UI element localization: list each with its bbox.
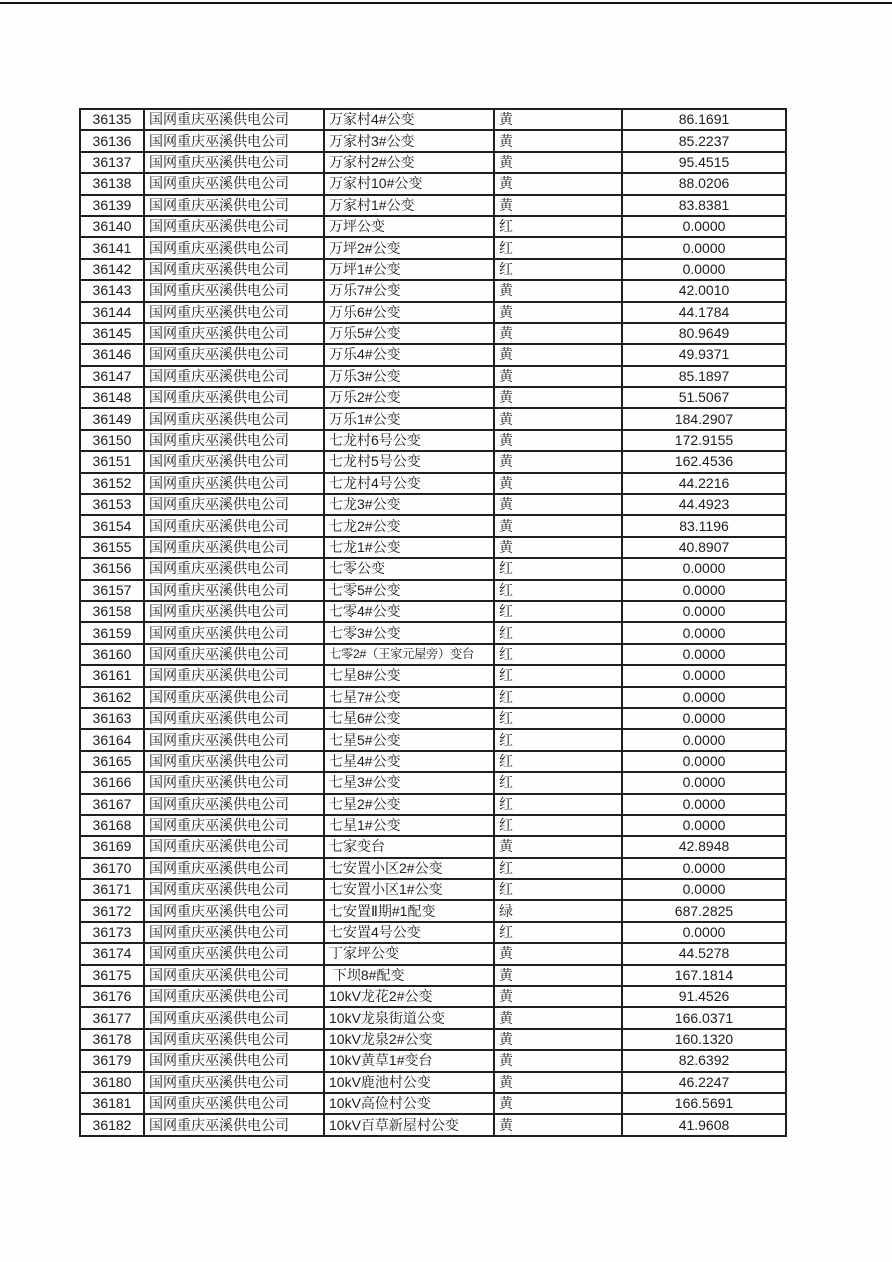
cell-station: 10kV鹿池村公变 [324,1072,494,1093]
cell-status: 红 [494,601,622,622]
cell-value: 83.8381 [622,195,786,216]
table-row [80,836,786,857]
cell-value: 44.2216 [622,473,786,494]
cell-company: 国网重庆巫溪供电公司 [144,1029,324,1050]
table-row [80,558,786,579]
cell-status: 红 [494,708,622,729]
cell-station: 万乐6#公变 [324,302,494,323]
cell-company: 国网重庆巫溪供电公司 [144,558,324,579]
cell-value: 88.0206 [622,173,786,194]
cell-status: 黄 [494,473,622,494]
cell-station: 10kV黄草1#变台 [324,1050,494,1071]
cell-id: 36167 [80,794,144,815]
cell-company: 国网重庆巫溪供电公司 [144,387,324,408]
cell-station: 七零公变 [324,558,494,579]
cell-value: 0.0000 [622,858,786,879]
cell-value: 42.8948 [622,836,786,857]
cell-id: 36161 [80,665,144,686]
cell-id: 36169 [80,836,144,857]
table-row [80,858,786,879]
cell-id: 36137 [80,152,144,173]
cell-id: 36174 [80,943,144,964]
cell-station: 10kV百草新屋村公变 [324,1114,494,1135]
cell-station: 万乐1#公变 [324,408,494,429]
cell-id: 36168 [80,815,144,836]
table-row [80,922,786,943]
cell-value: 85.1897 [622,366,786,387]
cell-status: 红 [494,259,622,280]
cell-status: 黄 [494,387,622,408]
cell-id: 36150 [80,430,144,451]
cell-station: 万坪2#公变 [324,237,494,258]
cell-company: 国网重庆巫溪供电公司 [144,1050,324,1071]
table-row [80,1007,786,1028]
cell-status: 红 [494,879,622,900]
cell-status: 红 [494,858,622,879]
cell-value: 167.1814 [622,965,786,986]
cell-station: 万家村10#公变 [324,173,494,194]
cell-company: 国网重庆巫溪供电公司 [144,644,324,665]
cell-company: 国网重庆巫溪供电公司 [144,366,324,387]
cell-value: 0.0000 [622,772,786,793]
table-row [80,323,786,344]
cell-company: 国网重庆巫溪供电公司 [144,259,324,280]
table-row [80,794,786,815]
cell-value: 95.4515 [622,152,786,173]
cell-company: 国网重庆巫溪供电公司 [144,537,324,558]
cell-value: 0.0000 [622,879,786,900]
cell-station: 万家村4#公变 [324,109,494,130]
table-row [80,1050,786,1071]
cell-value: 44.5278 [622,943,786,964]
cell-company: 国网重庆巫溪供电公司 [144,879,324,900]
cell-id: 36144 [80,302,144,323]
cell-value: 82.6392 [622,1050,786,1071]
cell-value: 162.4536 [622,451,786,472]
cell-status: 黄 [494,408,622,429]
cell-company: 国网重庆巫溪供电公司 [144,622,324,643]
cell-id: 36172 [80,900,144,921]
cell-value: 46.2247 [622,1072,786,1093]
cell-status: 黄 [494,943,622,964]
table-row [80,943,786,964]
cell-station: 万乐4#公变 [324,344,494,365]
cell-status: 红 [494,558,622,579]
cell-company: 国网重庆巫溪供电公司 [144,430,324,451]
cell-value: 0.0000 [622,922,786,943]
cell-status: 红 [494,622,622,643]
cell-station: 七安置小区1#公变 [324,879,494,900]
table-row [80,687,786,708]
table-row [80,130,786,151]
cell-status: 红 [494,751,622,772]
table-row [80,494,786,515]
table-row [80,387,786,408]
table-row [80,644,786,665]
cell-company: 国网重庆巫溪供电公司 [144,772,324,793]
cell-company: 国网重庆巫溪供电公司 [144,1072,324,1093]
table-row [80,665,786,686]
cell-status: 黄 [494,965,622,986]
cell-value: 160.1320 [622,1029,786,1050]
cell-company: 国网重庆巫溪供电公司 [144,494,324,515]
cell-status: 黄 [494,836,622,857]
cell-company: 国网重庆巫溪供电公司 [144,815,324,836]
cell-status: 黄 [494,366,622,387]
cell-id: 36158 [80,601,144,622]
cell-value: 0.0000 [622,622,786,643]
cell-station: 七星7#公变 [324,687,494,708]
cell-station: 万乐3#公变 [324,366,494,387]
cell-station: 七龙村5号公变 [324,451,494,472]
cell-id: 36182 [80,1114,144,1135]
cell-status: 红 [494,644,622,665]
table-row [80,986,786,1007]
cell-value: 44.1784 [622,302,786,323]
cell-id: 36159 [80,622,144,643]
table-row [80,580,786,601]
cell-id: 36141 [80,237,144,258]
cell-value: 91.4526 [622,986,786,1007]
cell-station: 万家村1#公变 [324,195,494,216]
cell-id: 36180 [80,1072,144,1093]
cell-company: 国网重庆巫溪供电公司 [144,195,324,216]
cell-status: 红 [494,237,622,258]
cell-company: 国网重庆巫溪供电公司 [144,302,324,323]
cell-station: 七星8#公变 [324,665,494,686]
cell-id: 36145 [80,323,144,344]
cell-station: 七星2#公变 [324,794,494,815]
cell-id: 36175 [80,965,144,986]
cell-station: 七星5#公变 [324,729,494,750]
cell-station: 七星3#公变 [324,772,494,793]
cell-value: 44.4923 [622,494,786,515]
table-row [80,729,786,750]
cell-station: 七龙村6号公变 [324,430,494,451]
cell-id: 36146 [80,344,144,365]
cell-company: 国网重庆巫溪供电公司 [144,280,324,301]
cell-id: 36165 [80,751,144,772]
cell-status: 黄 [494,986,622,1007]
cell-status: 黄 [494,494,622,515]
cell-value: 42.0010 [622,280,786,301]
table-row [80,1093,786,1114]
table-row [80,515,786,536]
cell-id: 36166 [80,772,144,793]
cell-status: 黄 [494,1114,622,1135]
cell-id: 36143 [80,280,144,301]
cell-status: 黄 [494,302,622,323]
cell-status: 黄 [494,537,622,558]
cell-station: 七星6#公变 [324,708,494,729]
cell-id: 36171 [80,879,144,900]
cell-station: 万家村3#公变 [324,130,494,151]
cell-id: 36154 [80,515,144,536]
table-row [80,237,786,258]
cell-station: 七龙3#公变 [324,494,494,515]
cell-value: 0.0000 [622,558,786,579]
table-row [80,473,786,494]
cell-value: 40.8907 [622,537,786,558]
table-row [80,152,786,173]
cell-company: 国网重庆巫溪供电公司 [144,580,324,601]
cell-company: 国网重庆巫溪供电公司 [144,473,324,494]
cell-company: 国网重庆巫溪供电公司 [144,900,324,921]
cell-station: 万乐5#公变 [324,323,494,344]
cell-status: 红 [494,772,622,793]
cell-company: 国网重庆巫溪供电公司 [144,836,324,857]
cell-company: 国网重庆巫溪供电公司 [144,451,324,472]
table-row [80,772,786,793]
cell-id: 36138 [80,173,144,194]
cell-value: 0.0000 [622,729,786,750]
cell-station: 万乐2#公变 [324,387,494,408]
cell-id: 36163 [80,708,144,729]
table-row [80,537,786,558]
table-row [80,1072,786,1093]
cell-status: 黄 [494,173,622,194]
cell-id: 36155 [80,537,144,558]
cell-id: 36164 [80,729,144,750]
cell-id: 36176 [80,986,144,1007]
cell-company: 国网重庆巫溪供电公司 [144,216,324,237]
cell-id: 36140 [80,216,144,237]
cell-station: 七星1#公变 [324,815,494,836]
cell-status: 黄 [494,451,622,472]
cell-id: 36173 [80,922,144,943]
cell-id: 36178 [80,1029,144,1050]
cell-value: 80.9649 [622,323,786,344]
cell-company: 国网重庆巫溪供电公司 [144,1093,324,1114]
cell-station: 七安置Ⅱ期#1配变 [324,900,494,921]
cell-company: 国网重庆巫溪供电公司 [144,515,324,536]
table-row [80,195,786,216]
cell-station: 七龙1#公变 [324,537,494,558]
table-row [80,366,786,387]
cell-company: 国网重庆巫溪供电公司 [144,665,324,686]
cell-value: 0.0000 [622,751,786,772]
cell-status: 黄 [494,130,622,151]
cell-company: 国网重庆巫溪供电公司 [144,858,324,879]
cell-status: 红 [494,216,622,237]
cell-value: 0.0000 [622,601,786,622]
cell-company: 国网重庆巫溪供电公司 [144,323,324,344]
cell-value: 85.2237 [622,130,786,151]
cell-station: 七家变台 [324,836,494,857]
cell-station: 下坝8#配变 [324,965,494,986]
cell-company: 国网重庆巫溪供电公司 [144,794,324,815]
cell-station: 七龙村4号公变 [324,473,494,494]
table-row [80,879,786,900]
cell-id: 36160 [80,644,144,665]
cell-id: 36151 [80,451,144,472]
table-row [80,109,786,130]
cell-station: 万家村2#公变 [324,152,494,173]
cell-status: 红 [494,794,622,815]
cell-status: 红 [494,665,622,686]
cell-station: 七零4#公变 [324,601,494,622]
cell-station: 万坪1#公变 [324,259,494,280]
cell-station: 七龙2#公变 [324,515,494,536]
cell-id: 36181 [80,1093,144,1114]
cell-station: 万坪公变 [324,216,494,237]
cell-station: 万乐7#公变 [324,280,494,301]
cell-status: 黄 [494,280,622,301]
table-row [80,1029,786,1050]
cell-status: 黄 [494,195,622,216]
cell-company: 国网重庆巫溪供电公司 [144,130,324,151]
cell-value: 0.0000 [622,216,786,237]
cell-company: 国网重庆巫溪供电公司 [144,237,324,258]
cell-value: 184.2907 [622,408,786,429]
cell-company: 国网重庆巫溪供电公司 [144,601,324,622]
page-top-rule [0,2,892,4]
table-row [80,259,786,280]
table-row [80,965,786,986]
table-row [80,1114,786,1135]
cell-status: 红 [494,687,622,708]
cell-status: 黄 [494,1050,622,1071]
cell-station: 七零3#公变 [324,622,494,643]
cell-company: 国网重庆巫溪供电公司 [144,687,324,708]
cell-value: 0.0000 [622,794,786,815]
table-row [80,451,786,472]
cell-value: 172.9155 [622,430,786,451]
cell-company: 国网重庆巫溪供电公司 [144,965,324,986]
cell-id: 36153 [80,494,144,515]
cell-id: 36157 [80,580,144,601]
cell-status: 黄 [494,515,622,536]
table-row [80,408,786,429]
cell-value: 51.5067 [622,387,786,408]
cell-station: 10kV高俭村公变 [324,1093,494,1114]
cell-id: 36135 [80,109,144,130]
table-row [80,815,786,836]
cell-status: 黄 [494,152,622,173]
cell-value: 0.0000 [622,580,786,601]
cell-company: 国网重庆巫溪供电公司 [144,109,324,130]
cell-company: 国网重庆巫溪供电公司 [144,344,324,365]
cell-company: 国网重庆巫溪供电公司 [144,986,324,1007]
table-row [80,302,786,323]
cell-value: 0.0000 [622,815,786,836]
cell-id: 36152 [80,473,144,494]
cell-station: 10kV龙花2#公变 [324,986,494,1007]
cell-company: 国网重庆巫溪供电公司 [144,751,324,772]
cell-status: 黄 [494,323,622,344]
cell-id: 36149 [80,408,144,429]
cell-station: 七安置4号公变 [324,922,494,943]
cell-value: 166.5691 [622,1093,786,1114]
cell-id: 36148 [80,387,144,408]
cell-status: 红 [494,580,622,601]
table-row [80,622,786,643]
cell-company: 国网重庆巫溪供电公司 [144,708,324,729]
cell-status: 红 [494,922,622,943]
cell-value: 0.0000 [622,644,786,665]
table-row [80,173,786,194]
table-row [80,430,786,451]
cell-value: 83.1196 [622,515,786,536]
table-row [80,900,786,921]
table-body [80,109,786,1136]
cell-company: 国网重庆巫溪供电公司 [144,1114,324,1135]
cell-id: 36142 [80,259,144,280]
cell-station: 七零2#（王家元屋旁）变台 [324,644,494,665]
cell-value: 49.9371 [622,344,786,365]
cell-company: 国网重庆巫溪供电公司 [144,408,324,429]
cell-id: 36162 [80,687,144,708]
cell-value: 0.0000 [622,259,786,280]
cell-status: 绿 [494,900,622,921]
cell-station: 10kV龙泉2#公变 [324,1029,494,1050]
cell-station: 七星4#公变 [324,751,494,772]
cell-status: 红 [494,729,622,750]
cell-value: 0.0000 [622,687,786,708]
table-row [80,216,786,237]
cell-station: 七零5#公变 [324,580,494,601]
table-row [80,344,786,365]
cell-id: 36170 [80,858,144,879]
cell-id: 36139 [80,195,144,216]
cell-station: 七安置小区2#公变 [324,858,494,879]
cell-value: 0.0000 [622,708,786,729]
cell-company: 国网重庆巫溪供电公司 [144,729,324,750]
cell-status: 红 [494,815,622,836]
cell-value: 0.0000 [622,665,786,686]
cell-company: 国网重庆巫溪供电公司 [144,1007,324,1028]
cell-company: 国网重庆巫溪供电公司 [144,922,324,943]
cell-company: 国网重庆巫溪供电公司 [144,943,324,964]
table-row [80,280,786,301]
cell-station: 丁家坪公变 [324,943,494,964]
table-row [80,708,786,729]
table-row [80,601,786,622]
cell-id: 36147 [80,366,144,387]
cell-company: 国网重庆巫溪供电公司 [144,173,324,194]
cell-status: 黄 [494,1007,622,1028]
cell-value: 86.1691 [622,109,786,130]
cell-value: 0.0000 [622,237,786,258]
cell-status: 黄 [494,109,622,130]
cell-id: 36136 [80,130,144,151]
cell-station: 10kV龙泉街道公变 [324,1007,494,1028]
cell-value: 687.2825 [622,900,786,921]
cell-status: 黄 [494,1029,622,1050]
data-table [79,108,787,1137]
cell-id: 36179 [80,1050,144,1071]
cell-value: 41.9608 [622,1114,786,1135]
cell-status: 黄 [494,430,622,451]
cell-status: 黄 [494,344,622,365]
cell-company: 国网重庆巫溪供电公司 [144,152,324,173]
cell-id: 36156 [80,558,144,579]
cell-status: 黄 [494,1093,622,1114]
table-row [80,751,786,772]
cell-value: 166.0371 [622,1007,786,1028]
cell-id: 36177 [80,1007,144,1028]
cell-status: 黄 [494,1072,622,1093]
